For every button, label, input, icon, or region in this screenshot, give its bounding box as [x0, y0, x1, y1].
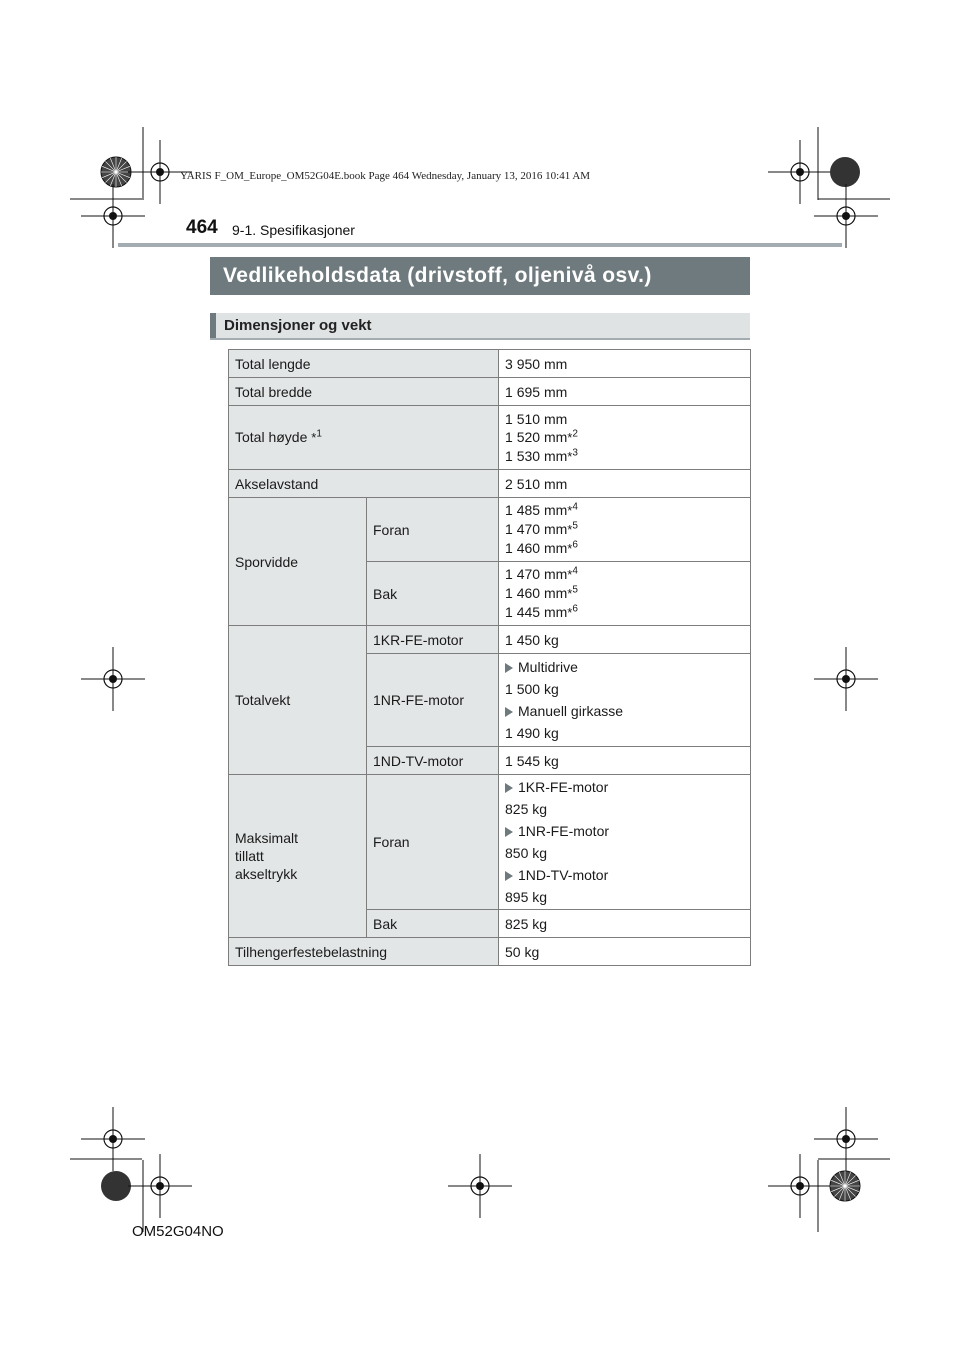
subsection-banner	[210, 313, 750, 340]
row-value-axle-front	[499, 775, 751, 910]
row-value-total-width: 1 695 mm	[499, 378, 751, 406]
section-reference: 9-1. Spesifikasjoner	[232, 222, 355, 238]
crop-mark-mid-left	[81, 647, 145, 711]
row-value-towbar: 50 kg	[499, 938, 751, 966]
option-value: 850 kg	[505, 845, 548, 861]
value-line	[505, 410, 744, 428]
row-label-total-width: Total bredde	[229, 378, 499, 406]
table-row	[229, 775, 751, 910]
triangle-bullet-icon	[505, 663, 513, 673]
subsection-title: Dimensjoner og vekt	[224, 317, 372, 334]
footnote-number: 2	[572, 427, 578, 439]
footnote-number: 4	[572, 565, 578, 577]
footnote-star: *	[567, 586, 573, 601]
value-text: 1 520 mm	[505, 428, 568, 445]
footnote-number: 6	[572, 603, 578, 615]
value-line	[505, 565, 744, 584]
row-label-total-weight: Totalvekt	[229, 626, 367, 775]
footnote-number: 1	[316, 428, 322, 440]
footnote-number: 3	[572, 446, 578, 458]
sub-label-track-rear: Bak	[367, 562, 499, 626]
footnote-star: *	[567, 429, 573, 445]
sub-label-axle-front: Foran	[367, 775, 499, 910]
header-rule	[118, 243, 842, 247]
table-row	[229, 378, 751, 406]
value-line	[505, 428, 744, 447]
crop-mark-bottom-right	[768, 1107, 890, 1232]
sub-label-axle-rear: Bak	[367, 910, 499, 938]
footnote-number: 4	[572, 501, 578, 513]
main-title: Vedlikeholdsdata (drivstoff, oljenivå osv.)	[210, 257, 750, 295]
footnote-number: 5	[572, 520, 578, 532]
sub-label-track-front: Foran	[367, 498, 499, 562]
label-line: akseltrykk	[235, 866, 298, 882]
option-value: 825 kg	[505, 801, 548, 817]
option-label: Multidrive	[518, 659, 578, 675]
value-text: 1 530 mm	[505, 447, 568, 464]
row-label-axle-load	[229, 775, 367, 938]
value-text: 1 470 mm	[505, 566, 568, 582]
total-height-label: Total høyde	[235, 429, 308, 445]
label-line: Maksimalt	[235, 830, 299, 846]
value-line	[505, 539, 744, 558]
subsection-accent-bar	[210, 313, 216, 338]
option-label: 1KR-FE-motor	[518, 779, 609, 795]
footnote-number: 6	[572, 539, 578, 551]
table-row	[229, 406, 751, 470]
table-row	[229, 498, 751, 562]
table-row	[229, 470, 751, 498]
option-label: Manuell girkasse	[518, 703, 624, 719]
crop-mark-bottom-left	[70, 1107, 192, 1232]
crop-mark-mid-right	[814, 647, 878, 711]
row-value-axle-rear: 825 kg	[499, 910, 751, 938]
triangle-bullet-icon	[505, 783, 513, 793]
option-value: 1 500 kg	[505, 681, 559, 697]
value-line	[505, 520, 744, 539]
page-number: 464	[186, 217, 218, 238]
value-line	[505, 447, 744, 466]
value-line	[505, 501, 744, 520]
table-row	[229, 350, 751, 378]
dimensions-weight-table	[228, 349, 751, 966]
row-label-total-height	[229, 406, 499, 470]
option-line	[505, 864, 744, 886]
footnote-star: *	[567, 448, 573, 464]
option-line	[505, 820, 744, 842]
value-line	[505, 584, 744, 603]
row-value-total-height	[499, 406, 751, 470]
document-code: OM52G04NO	[132, 1223, 224, 1240]
triangle-bullet-icon	[505, 871, 513, 881]
row-value-wheelbase: 2 510 mm	[499, 470, 751, 498]
footnote-star: *	[311, 430, 317, 445]
label-line: tillatt	[235, 848, 264, 864]
row-value-1nd: 1 545 kg	[499, 747, 751, 775]
value-text: 1 485 mm	[505, 502, 568, 518]
triangle-bullet-icon	[505, 827, 513, 837]
option-label: 1ND-TV-motor	[518, 867, 609, 883]
row-label-towbar: Tilhengerfestebelastning	[229, 938, 499, 966]
footnote-star: *	[567, 503, 573, 518]
footnote-star: *	[567, 522, 573, 537]
value-text: 1 470 mm	[505, 521, 568, 537]
triangle-bullet-icon	[505, 707, 513, 717]
option-label: 1NR-FE-motor	[518, 823, 610, 839]
option-line	[505, 776, 744, 798]
footnote-star: *	[567, 567, 573, 582]
option-value: 895 kg	[505, 889, 548, 905]
value-text: 1 460 mm	[505, 585, 568, 601]
footnote-star: *	[567, 605, 573, 620]
row-label-wheelbase: Akselavstand	[229, 470, 499, 498]
value-line	[505, 603, 744, 622]
row-label-total-length: Total lengde	[229, 350, 499, 378]
row-value-total-length: 3 950 mm	[499, 350, 751, 378]
row-value-1kr: 1 450 kg	[499, 626, 751, 654]
sub-label-1nd: 1ND-TV-motor	[367, 747, 499, 775]
value-text: 1 445 mm	[505, 604, 568, 620]
crop-mark-bottom-center	[448, 1154, 512, 1218]
table-row	[229, 626, 751, 654]
sub-label-1kr: 1KR-FE-motor	[367, 626, 499, 654]
crop-mark-top-right	[768, 127, 890, 248]
row-value-1nr	[499, 654, 751, 747]
value-text: 1 460 mm	[505, 540, 568, 556]
value-text: 1 510 mm	[505, 410, 568, 427]
footnote-star: *	[567, 541, 573, 556]
table-row	[229, 938, 751, 966]
footnote-number: 5	[572, 584, 578, 596]
row-value-track-rear	[499, 562, 751, 626]
crop-mark-top-left	[70, 127, 192, 248]
row-value-track-front	[499, 498, 751, 562]
option-line	[505, 656, 744, 678]
option-line	[505, 700, 744, 722]
option-value: 1 490 kg	[505, 725, 559, 741]
sub-label-1nr: 1NR-FE-motor	[367, 654, 499, 747]
row-label-track: Sporvidde	[229, 498, 367, 626]
book-info: YARIS F_OM_Europe_OM52G04E.book Page 464 Wednesday, January 13, 2016 10:41 AM	[180, 170, 591, 182]
